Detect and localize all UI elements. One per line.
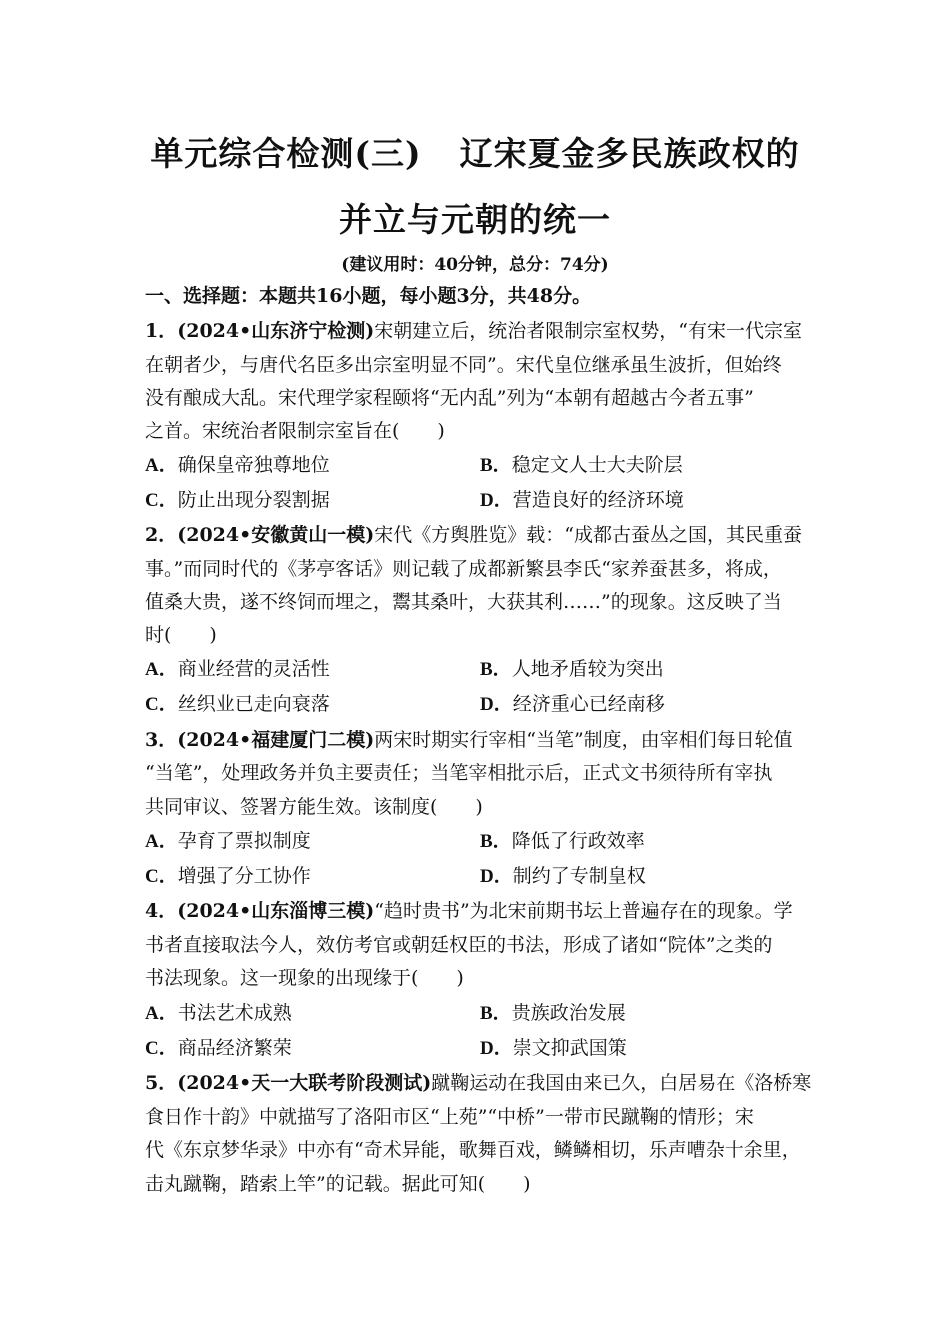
question-5-line-3: 代《东京梦华录》中亦有“奇术异能，歌舞百戏，鳞鳞相切，乐声嘈杂十余里，: [145, 1139, 801, 1161]
question-3-option-b: [480, 828, 645, 855]
question-number: 4．: [145, 900, 178, 922]
question-2-line-1: [145, 522, 802, 548]
option-label: D．: [480, 866, 513, 887]
option-label: A．: [145, 831, 178, 852]
option-text: 降低了行政效率: [511, 830, 645, 852]
question-3-line-2: “当笔”，处理政务并负主要责任；当笔宰相批示后，正式文书须待所有宰执: [145, 762, 773, 784]
question-source: (2024•天一大联考阶段测试): [177, 1072, 432, 1094]
question-1-line-3: 没有酿成大乱。宋代理学家程颐将“无内乱”列为“本朝有超越古今者五事”: [145, 387, 754, 409]
option-label: B．: [480, 659, 512, 680]
question-2-line-3: 值桑大贵，遂不终饲而埋之，鬻其桑叶，大获其利……”的现象。这反映了当: [145, 591, 782, 613]
question-1-option-b: [480, 452, 683, 479]
question-4-option-c: [145, 1035, 292, 1062]
question-3-option-c: [145, 863, 311, 890]
question-3-option-d: [480, 863, 646, 890]
option-label: D．: [480, 694, 513, 715]
option-label: C．: [145, 694, 178, 715]
question-4-line-3: 书法现象。这一现象的出现缘于( ): [145, 967, 464, 989]
question-5-line-4: 击丸蹴鞠，踏索上竿”的记载。据此可知( ): [145, 1173, 531, 1195]
question-source: (2024•山东济宁检测): [177, 320, 375, 342]
question-stem: 宋代《方舆胜览》载：“成都古蚕丛之国，其民重蚕: [374, 524, 802, 546]
option-label: D．: [480, 1038, 513, 1059]
question-stem: 两宋时期实行宰相“当笔”制度，由宰相们每日轮值: [374, 729, 793, 751]
question-number: 5．: [145, 1072, 178, 1094]
question-3-option-a: [145, 828, 311, 855]
question-stem: 蹴鞠运动在我国由来已久，白居易在《洛桥寒: [431, 1072, 812, 1094]
option-label: C．: [145, 866, 178, 887]
option-text: 增强了分工协作: [177, 865, 311, 887]
question-3-line-3: 共同审议、签署方能生效。该制度( ): [145, 796, 483, 818]
question-2-line-4: 时( ): [145, 624, 217, 646]
option-text: 商品经济繁荣: [177, 1037, 292, 1059]
option-text: 崇文抑武国策: [512, 1037, 627, 1059]
option-text: 防止出现分裂割据: [177, 489, 330, 511]
unit-title: 单元综合检测(三): [150, 134, 422, 173]
option-label: A．: [145, 455, 178, 476]
option-label: B．: [480, 455, 512, 476]
question-3-line-1: [145, 727, 793, 753]
question-1-line-1: [145, 318, 802, 344]
question-4-option-a: [145, 1000, 292, 1027]
question-source: (2024•山东淄博三模): [177, 900, 375, 922]
option-label: B．: [480, 1003, 512, 1024]
question-2-line-2: 事。”而同时代的《茅亭客话》则记载了成都新繁县李氏“家养蚕甚多，将成，: [145, 558, 782, 580]
question-source: (2024•福建厦门二模): [177, 729, 375, 751]
option-text: 孕育了票拟制度: [177, 830, 311, 852]
title-line-1: [0, 128, 950, 175]
option-text: 人地矛盾较为突出: [511, 658, 664, 680]
section-heading: 一、选择题：本题共16小题，每小题3分，共48分。: [145, 285, 592, 307]
option-text: 稳定文人士大夫阶层: [511, 454, 683, 476]
option-label: A．: [145, 659, 178, 680]
option-text: 经济重心已经南移: [512, 693, 665, 715]
question-1-option-d: [480, 487, 684, 514]
title-line-2: 并立与元朝的统一: [339, 200, 611, 239]
question-number: 3．: [145, 729, 178, 751]
question-stem: 宋朝建立后，统治者限制宗室权势，“有宋一代宗室: [374, 320, 802, 342]
question-4-option-d: [480, 1035, 627, 1062]
question-4-option-b: [480, 1000, 626, 1027]
option-label: A．: [145, 1003, 178, 1024]
question-4-line-1: [145, 898, 793, 924]
topic-title-part-1: 辽宋夏金多民族政权的: [459, 134, 800, 173]
option-label: D．: [480, 490, 513, 511]
time-and-score-note: (建议用时：40分钟，总分：74分): [341, 255, 609, 275]
question-number: 1．: [145, 320, 178, 342]
option-text: 制约了专制皇权: [512, 865, 646, 887]
question-1-option-a: [145, 452, 330, 479]
question-2-option-d: [480, 691, 665, 718]
question-1-line-4: 之首。宋统治者限制宗室旨在( ): [145, 420, 445, 442]
question-4-line-2: 书者直接取法今人，效仿考官或朝廷权臣的书法，形成了诸如“院体”之类的: [145, 934, 773, 956]
question-1-option-c: [145, 487, 330, 514]
option-label: C．: [145, 490, 178, 511]
question-5-line-2: 食日作十韵》中就描写了洛阳市区“上苑”“中桥”一带市民蹴鞠的情形；宋: [145, 1106, 754, 1128]
question-1-line-2: 在朝者少，与唐代名臣多出宗室明显不同”。宋代皇位继承虽生波折，但始终: [145, 354, 782, 376]
question-source: (2024•安徽黄山一模): [177, 524, 375, 546]
option-label: B．: [480, 831, 512, 852]
option-text: 营造良好的经济环境: [512, 489, 684, 511]
question-stem: “趋时贵书”为北宋前期书坛上普遍存在的现象。学: [374, 900, 793, 922]
option-text: 确保皇帝独尊地位: [177, 454, 330, 476]
question-2-option-a: [145, 656, 330, 683]
option-label: C．: [145, 1038, 178, 1059]
option-text: 丝织业已走向衰落: [177, 693, 330, 715]
option-text: 书法艺术成熟: [177, 1002, 292, 1024]
option-text: 商业经营的灵活性: [177, 658, 330, 680]
question-2-option-b: [480, 656, 664, 683]
option-text: 贵族政治发展: [511, 1002, 626, 1024]
question-number: 2．: [145, 524, 178, 546]
question-2-option-c: [145, 691, 330, 718]
question-5-line-1: [145, 1070, 811, 1096]
